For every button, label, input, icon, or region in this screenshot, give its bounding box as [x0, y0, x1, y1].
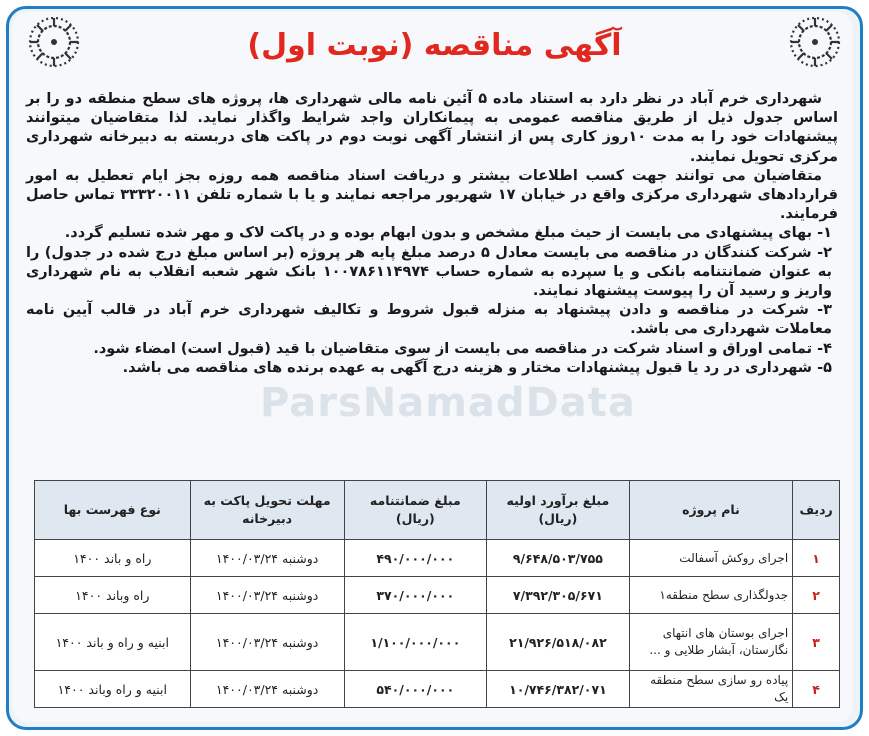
header-estimate: مبلغ برآورد اولیه (ریال) [487, 481, 630, 540]
header-project-name: نام پروژه [629, 481, 792, 540]
watermark: ParsNamadData [260, 380, 636, 426]
condition-item: ۳- شرکت در مناقصه و دادن پیشنهاد به منزله قبول شروط و تکالیف شهرداری خرم آباد در قالب آیین نامه معاملات شهرداری می باشد. [26, 302, 832, 338]
deadline: دوشنبه ۱۴۰۰/۰۳/۲۴ [190, 671, 344, 708]
guarantee-amount: ۳۷۰/۰۰۰/۰۰۰ [344, 577, 486, 614]
notice-body [26, 90, 838, 378]
condition-item: ۲- شرکت کنندگان در مناقصه می بایست معادل ۵ درصد مبلغ پایه هر پروژه (بر اساس مبلغ درج شده در جدول) را به عنوان ضمانتنامه بانکی و یا سپرده به شماره حساب ۱۰۰۷۸۶۱۱۴۹۷۴ بانک شهر شعبه انقلاب به نام شهرداری واریز و رسید آن را پیوست پیشنهاد نمایند. [26, 244, 832, 300]
project-name: اجرای روکش آسفالت [629, 540, 792, 577]
header-guarantee: مبلغ ضمانتنامه (ریال) [344, 481, 486, 540]
table-row [35, 614, 840, 671]
table-row [35, 577, 840, 614]
notice-title: آگهی مناقصه (نوبت اول) [247, 28, 622, 63]
intro-paragraph: شهرداری خرم آباد در نظر دارد به استناد ماده ۵ آئین نامه مالی شهرداری ها، پروژه های سطح منطقه دو را بر اساس جدول ذیل از طریق مناقصه عمومی به پیمانکاران واجد شرایط واگذار نماید. لذا متقاضیان میتوانند پیشنهادات خود را به مدت ۱۰روز کاری پس از انتشار آگهی نوبت دوم در پاکت های دربسته به دبیرخانه شهرداری مرکزی تحویل نمایند. [26, 91, 838, 165]
row-number: ۳ [793, 614, 840, 671]
condition-item: ۱- بهای پیشنهادی می بایست از حیث مبلغ مشخص و بدون ابهام بوده و در پاکت لاک و مهر شده تسلیم گردد. [64, 225, 832, 242]
project-name: پیاده رو سازی سطح منطقه یک [629, 671, 792, 708]
estimate-amount: ۹/۶۴۸/۵۰۳/۷۵۵ [487, 540, 630, 577]
guarantee-amount: ۴۹۰/۰۰۰/۰۰۰ [344, 540, 486, 577]
header-row-number: ردیف [793, 481, 840, 540]
price-list: راه و باند ۱۴۰۰ [35, 540, 191, 577]
row-number: ۴ [793, 671, 840, 708]
estimate-amount: ۷/۳۹۲/۳۰۵/۶۷۱ [487, 577, 630, 614]
table-row [35, 671, 840, 708]
deadline: دوشنبه ۱۴۰۰/۰۳/۲۴ [190, 614, 344, 671]
projects-table [34, 480, 840, 708]
guarantee-amount: ۱/۱۰۰/۰۰۰/۰۰۰ [344, 614, 486, 671]
estimate-amount: ۱۰/۷۴۶/۳۸۲/۰۷۱ [487, 671, 630, 708]
table-header-row [35, 481, 840, 540]
row-number: ۲ [793, 577, 840, 614]
price-list: ابنیه و راه وباند ۱۴۰۰ [35, 671, 191, 708]
estimate-amount: ۲۱/۹۲۶/۵۱۸/۰۸۲ [487, 614, 630, 671]
row-number: ۱ [793, 540, 840, 577]
deadline: دوشنبه ۱۴۰۰/۰۳/۲۴ [190, 540, 344, 577]
deadline: دوشنبه ۱۴۰۰/۰۳/۲۴ [190, 577, 344, 614]
condition-item: ۵- شهرداری در رد یا قبول پیشنهادات مختار و هزینه درج آگهی به عهده برنده های مناقصه می باشد. [122, 359, 832, 376]
price-list: راه وباند ۱۴۰۰ [35, 577, 191, 614]
condition-item: ۴- تمامی اوراق و اسناد شرکت در مناقصه می بایست از سوی متقاضیان با قید (قبول است) امضاء شود. [93, 340, 832, 357]
project-name: جدولگذاری سطح منطقه۱ [629, 577, 792, 614]
guarantee-amount: ۵۴۰/۰۰۰/۰۰۰ [344, 671, 486, 708]
table-row [35, 540, 840, 577]
header-deadline: مهلت تحویل پاکت به دبیرخانه [190, 481, 344, 540]
project-name: اجرای بوستان های انتهای نگارستان، آبشار طلایی و ... [629, 614, 792, 671]
header-price-list: نوع فهرست بها [35, 481, 191, 540]
price-list: ابنیه و راه و باند ۱۴۰۰ [35, 614, 191, 671]
contact-paragraph: متقاضیان می توانند جهت کسب اطلاعات بیشتر و دریافت اسناد مناقصه همه روزه بجز ایام تعطیل به امور قراردادهای شهرداری مرکزی واقع در خیابان ۱۷ شهریور مراجعه نمایند و یا با شماره تلفن ۳۳۳۲۰۰۱۱ تماس حاصل فرمایند. [26, 167, 838, 223]
